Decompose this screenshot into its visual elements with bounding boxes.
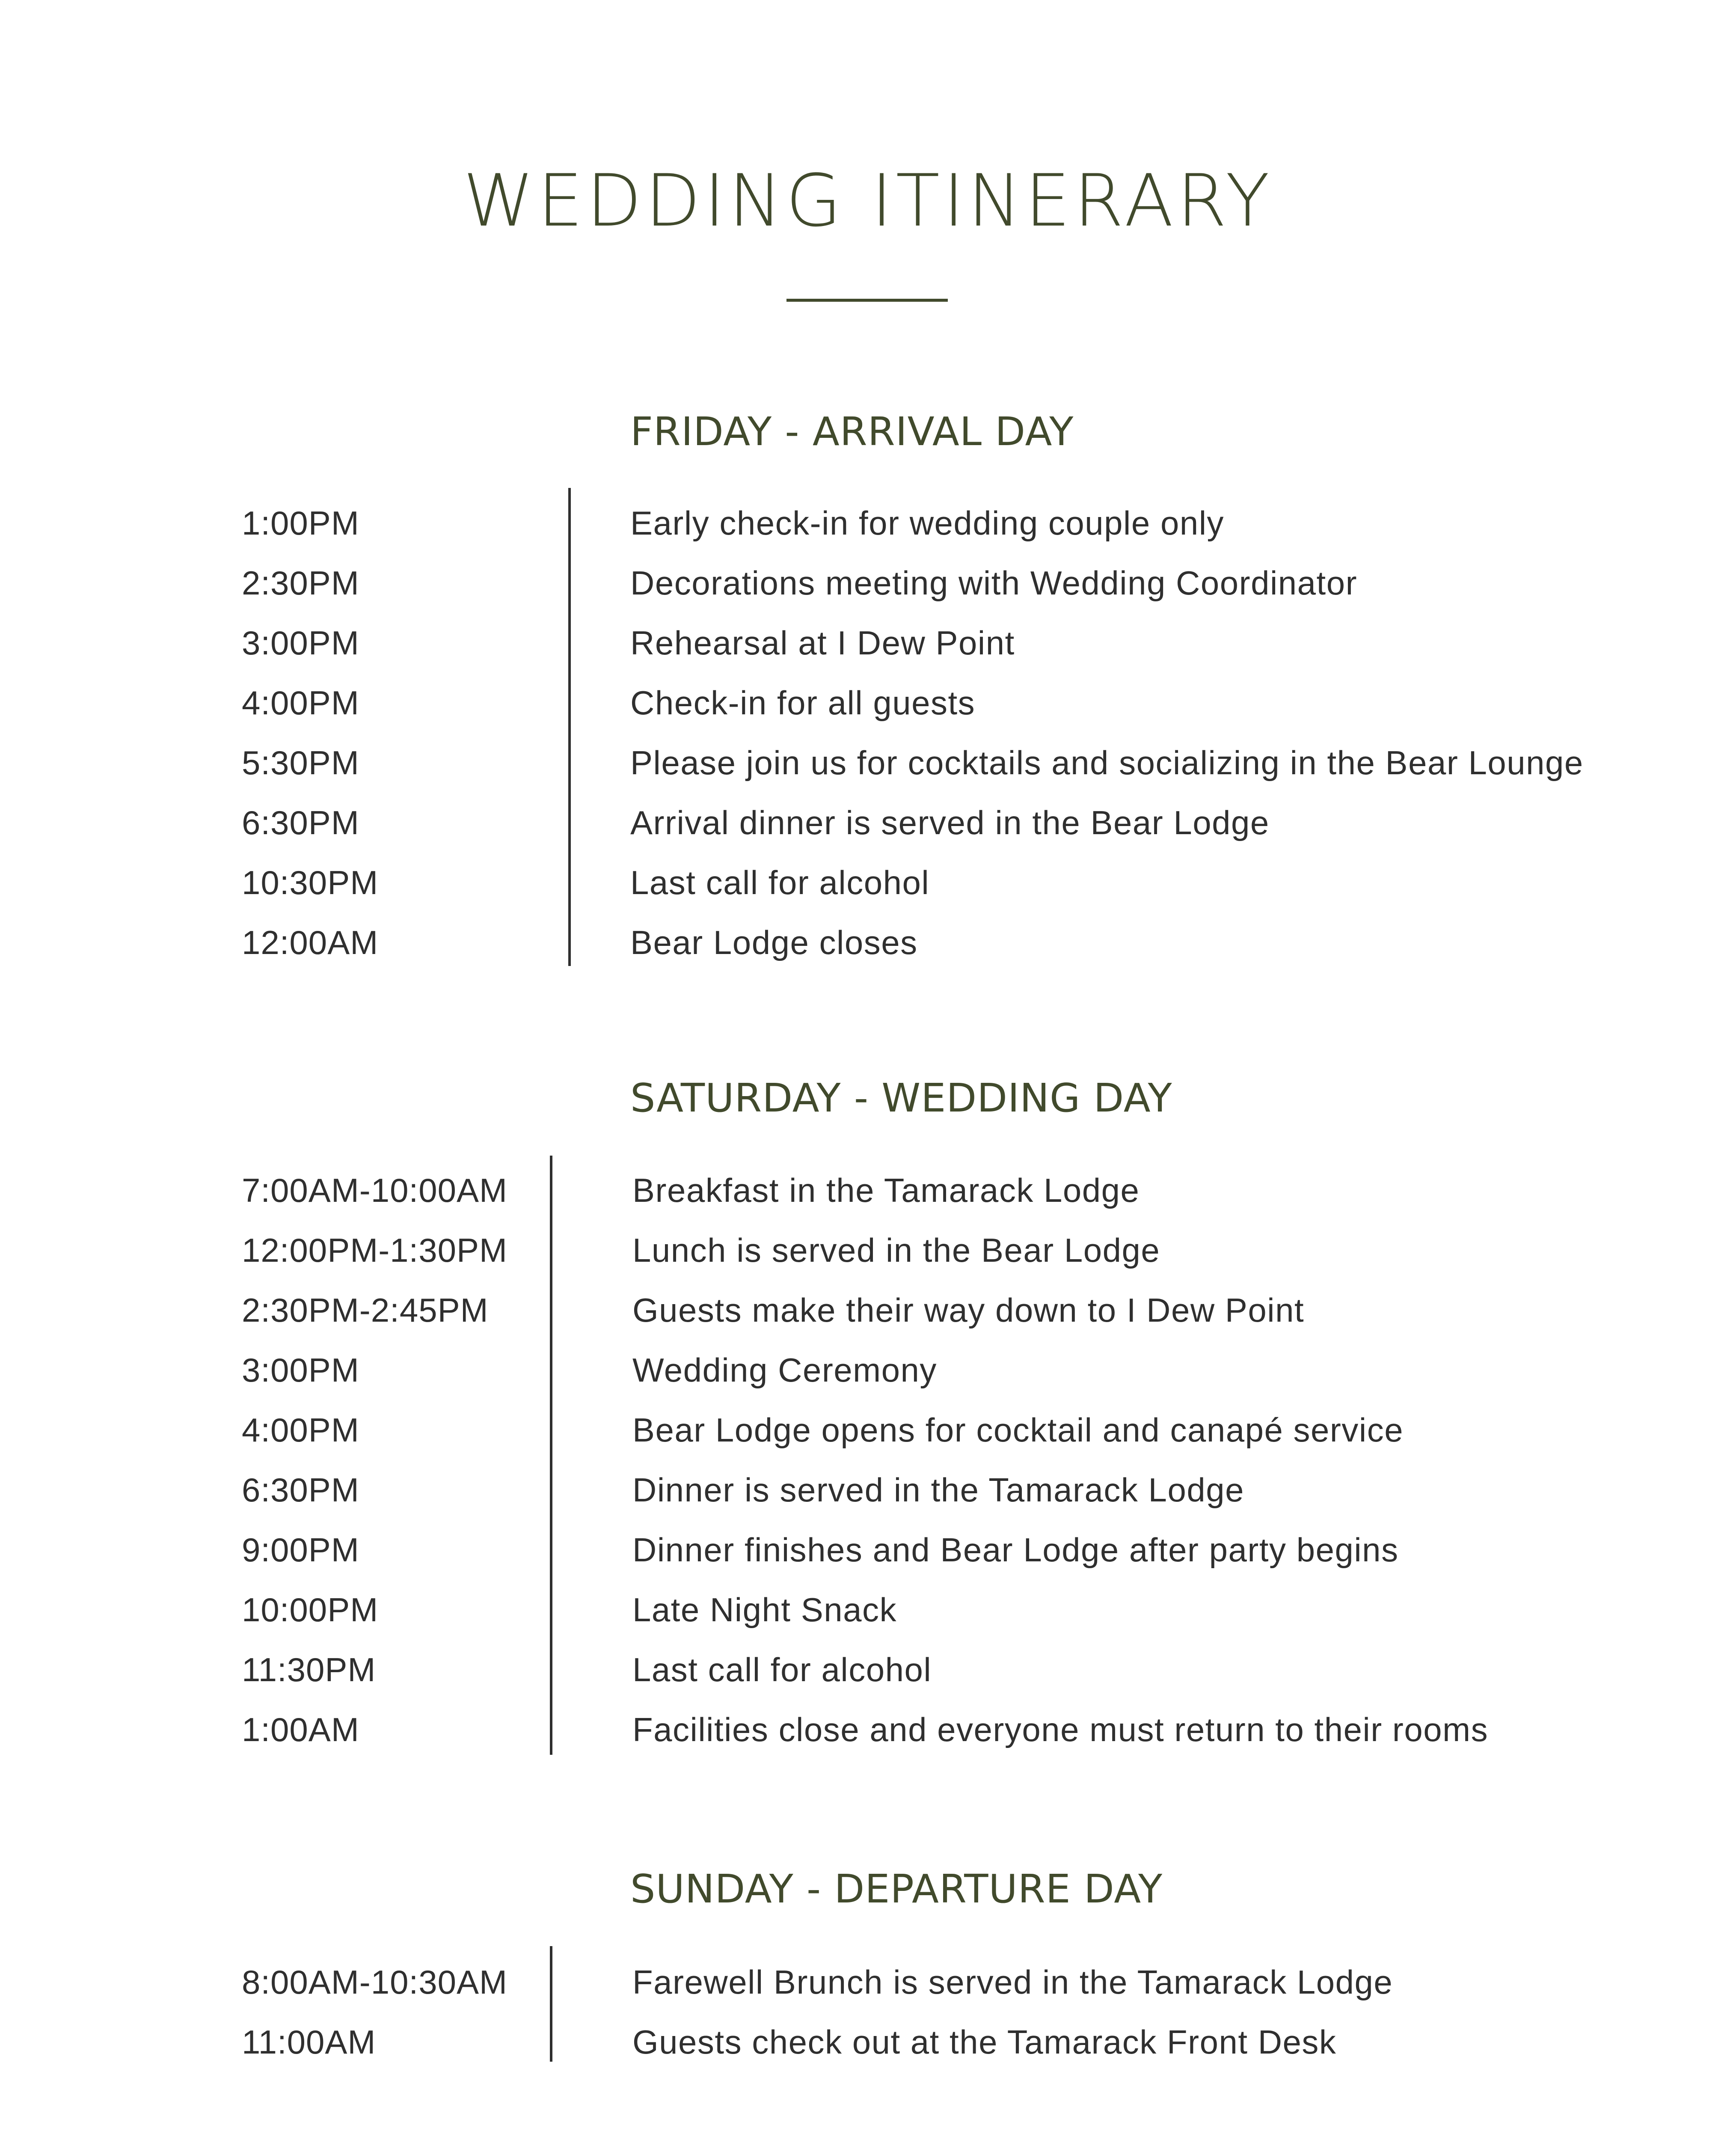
event-time: 8:00AM-10:30AM xyxy=(242,1963,507,2001)
event-description: Farewell Brunch is served in the Tamarack Lodge xyxy=(632,1963,1393,2001)
event-description: Dinner is served in the Tamarack Lodge xyxy=(632,1471,1244,1509)
event-row xyxy=(0,1413,1736,1473)
event-time: 12:00PM-1:30PM xyxy=(242,1231,507,1269)
event-description: Lunch is served in the Bear Lodge xyxy=(632,1231,1160,1269)
event-row xyxy=(0,626,1736,686)
event-time: 1:00AM xyxy=(242,1711,359,1748)
event-time: 3:00PM xyxy=(242,1351,359,1389)
event-time: 4:00PM xyxy=(242,684,359,722)
event-row xyxy=(0,506,1736,566)
event-description: Please join us for cocktails and socializing in the Bear Lounge xyxy=(630,744,1584,782)
event-description: Bear Lodge opens for cocktail and canapé service xyxy=(632,1411,1404,1449)
event-description: Check-in for all guests xyxy=(630,684,976,722)
event-row xyxy=(0,686,1736,746)
event-time: 2:30PM-2:45PM xyxy=(242,1291,489,1329)
event-row xyxy=(0,806,1736,866)
event-description: Bear Lodge closes xyxy=(630,924,918,961)
event-row xyxy=(0,1653,1736,1713)
event-description: Rehearsal at I Dew Point xyxy=(630,624,1015,662)
event-time: 7:00AM-10:00AM xyxy=(242,1171,507,1209)
event-description: Last call for alcohol xyxy=(632,1651,932,1688)
page-title: WEDDING ITINERARY xyxy=(463,159,1273,243)
event-row xyxy=(0,1533,1736,1593)
event-row xyxy=(0,1233,1736,1293)
event-description: Facilities close and everyone must return to their rooms xyxy=(632,1711,1489,1748)
event-time: 5:30PM xyxy=(242,744,359,782)
event-row xyxy=(0,926,1736,986)
event-description: Wedding Ceremony xyxy=(632,1351,937,1389)
section-heading-sunday: SUNDAY - DEPARTURE DAY xyxy=(630,1866,1163,1912)
event-row xyxy=(0,1593,1736,1653)
event-description: Guests check out at the Tamarack Front Desk xyxy=(632,2023,1337,2061)
event-row xyxy=(0,866,1736,926)
event-time: 4:00PM xyxy=(242,1411,359,1449)
section-heading-friday: FRIDAY - ARRIVAL DAY xyxy=(630,409,1074,455)
title-underline xyxy=(786,299,948,302)
event-time: 6:30PM xyxy=(242,804,359,841)
event-row xyxy=(0,1965,1736,2025)
event-row xyxy=(0,746,1736,806)
event-description: Arrival dinner is served in the Bear Lodge xyxy=(630,804,1270,841)
event-row xyxy=(0,1473,1736,1533)
event-description: Early check-in for wedding couple only xyxy=(630,504,1225,542)
event-description: Last call for alcohol xyxy=(630,864,930,901)
event-row xyxy=(0,1713,1736,1773)
section-heading-saturday: SATURDAY - WEDDING DAY xyxy=(630,1075,1172,1121)
event-description: Decorations meeting with Wedding Coordinator xyxy=(630,564,1358,602)
event-time: 1:00PM xyxy=(242,504,359,542)
event-row xyxy=(0,1171,1736,1233)
event-time: 10:00PM xyxy=(242,1591,379,1629)
event-description: Breakfast in the Tamarack Lodge xyxy=(632,1171,1140,1209)
event-description: Dinner finishes and Bear Lodge after party begins xyxy=(632,1531,1399,1569)
event-row xyxy=(0,1353,1736,1413)
event-time: 10:30PM xyxy=(242,864,379,901)
event-description: Late Night Snack xyxy=(632,1591,897,1629)
event-time: 2:30PM xyxy=(242,564,359,602)
event-row xyxy=(0,1293,1736,1353)
event-time: 6:30PM xyxy=(242,1471,359,1509)
event-description: Guests make their way down to I Dew Point xyxy=(632,1291,1305,1329)
event-time: 11:30PM xyxy=(242,1651,376,1688)
event-time: 9:00PM xyxy=(242,1531,359,1569)
event-time: 3:00PM xyxy=(242,624,359,662)
event-time: 11:00AM xyxy=(242,2023,376,2061)
event-time: 12:00AM xyxy=(242,924,379,961)
event-row xyxy=(0,566,1736,626)
event-row xyxy=(0,2025,1736,2085)
